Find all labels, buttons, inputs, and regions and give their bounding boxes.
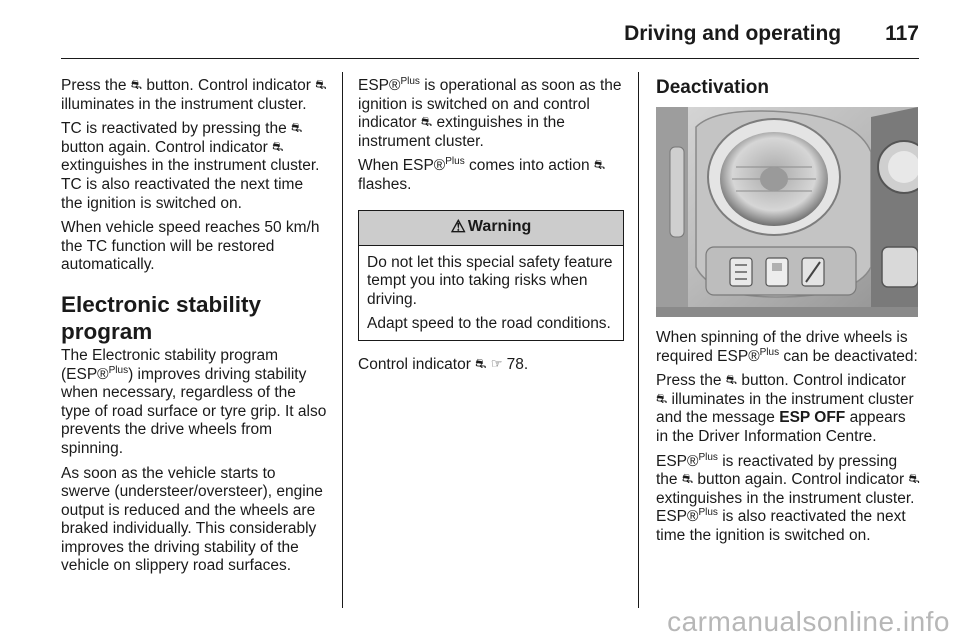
- warning-text-1: Do not let this special safety feature tempt you into taking risks when driving.: [367, 253, 613, 308]
- esp-icon: ⛐: [130, 77, 143, 92]
- esp-icon: ⛐: [420, 114, 433, 130]
- warning-title: Warning: [467, 218, 532, 236]
- warning-body: [359, 246, 623, 334]
- column-divider-right: [638, 72, 639, 608]
- esp-icon: ⛐: [272, 138, 284, 154]
- esp-icon: ⛐: [656, 390, 668, 406]
- warning-text-2: Adapt speed to the road conditions.: [367, 315, 611, 333]
- esp-icon: ⛐: [475, 355, 487, 371]
- deactivation-paragraph-3: ESP®$^{Plus}$ is reactivated by pressing the ⛐ button again. Control indicator ⛐ extinguishes in the instrument cluster. ESP®$^{Plus}$ is also reactivated the next time the ignition is switched on.: [656, 451, 920, 544]
- column-divider-left: [342, 72, 343, 608]
- tc-paragraph-1: Press the ⛐ button. Control indicator ⛐ illuminates in the instrument cluster.: [61, 77, 327, 113]
- esp-switch-photo: [656, 107, 918, 317]
- esp-icon: ⛐: [315, 77, 327, 92]
- page-reference-icon: ☞: [490, 355, 503, 371]
- tc-paragraph-3: When vehicle speed reaches 50 km/h the TC function will be restored automatically.: [61, 219, 320, 274]
- deactivation-paragraph-2: Press the ⛐ button. Control indicator ⛐ illuminates in the instrument cluster and the message ESP OFF appears in the Driver Information Centre.: [656, 372, 914, 445]
- page-title: Driving and operating: [624, 22, 842, 45]
- esp-icon: ⛐: [681, 471, 694, 487]
- esp-icon: ⛐: [291, 120, 303, 136]
- esp-off-message: ESP OFF: [779, 409, 846, 427]
- page-header: [61, 14, 919, 54]
- column-2: [358, 77, 624, 381]
- esp-icon: ⛐: [908, 471, 920, 487]
- esp-action-paragraph: When ESP®$^{Plus}$ comes into action ⛐ flashes.: [358, 156, 606, 193]
- header-rule: [61, 58, 919, 59]
- warning-header: [359, 211, 623, 246]
- control-indicator-reference: Control indicator ⛐ ☞ 78.: [358, 355, 529, 373]
- section-heading-esp: Electronic stability program: [61, 291, 262, 344]
- section-heading-deactivation: Deactivation: [656, 77, 769, 98]
- watermark: carmanualsonline.info: [667, 606, 950, 637]
- column-1: [61, 77, 327, 582]
- page-number: 117: [885, 22, 919, 45]
- esp-operational-paragraph: ESP®$^{Plus}$ is operational as soon as the ignition is switched on and control indicator ⛐ extinguishes in the instrument cluster.: [358, 76, 622, 150]
- esp-paragraph-2: As soon as the vehicle starts to swerve (understeer/oversteer), engine output is reduced and the wheels are braked individually. This considerably improves the driving stability of the vehicle on slippery road surfaces.: [61, 464, 323, 575]
- warning-box: [358, 210, 624, 341]
- esp-paragraph-1: The Electronic stability program (ESP®$^{Plus}$) improves driving stability when necessary, regardless of the type of road surface or tyre grip. It also prevents the drive wheels from spinning.: [61, 346, 327, 457]
- esp-icon: ⛐: [725, 372, 738, 388]
- column-3: [656, 77, 920, 552]
- warning-icon: ⚠: [450, 217, 466, 237]
- esp-icon: ⛐: [593, 157, 606, 173]
- tc-paragraph-2: TC is reactivated by pressing the ⛐ button again. Control indicator ⛐ extinguishes in the instrument cluster. TC is also reactivated the next time the ignition is switched on.: [61, 120, 320, 212]
- deactivation-paragraph-1: When spinning of the drive wheels is required ESP®$^{Plus}$ can be deactivated:: [656, 329, 918, 365]
